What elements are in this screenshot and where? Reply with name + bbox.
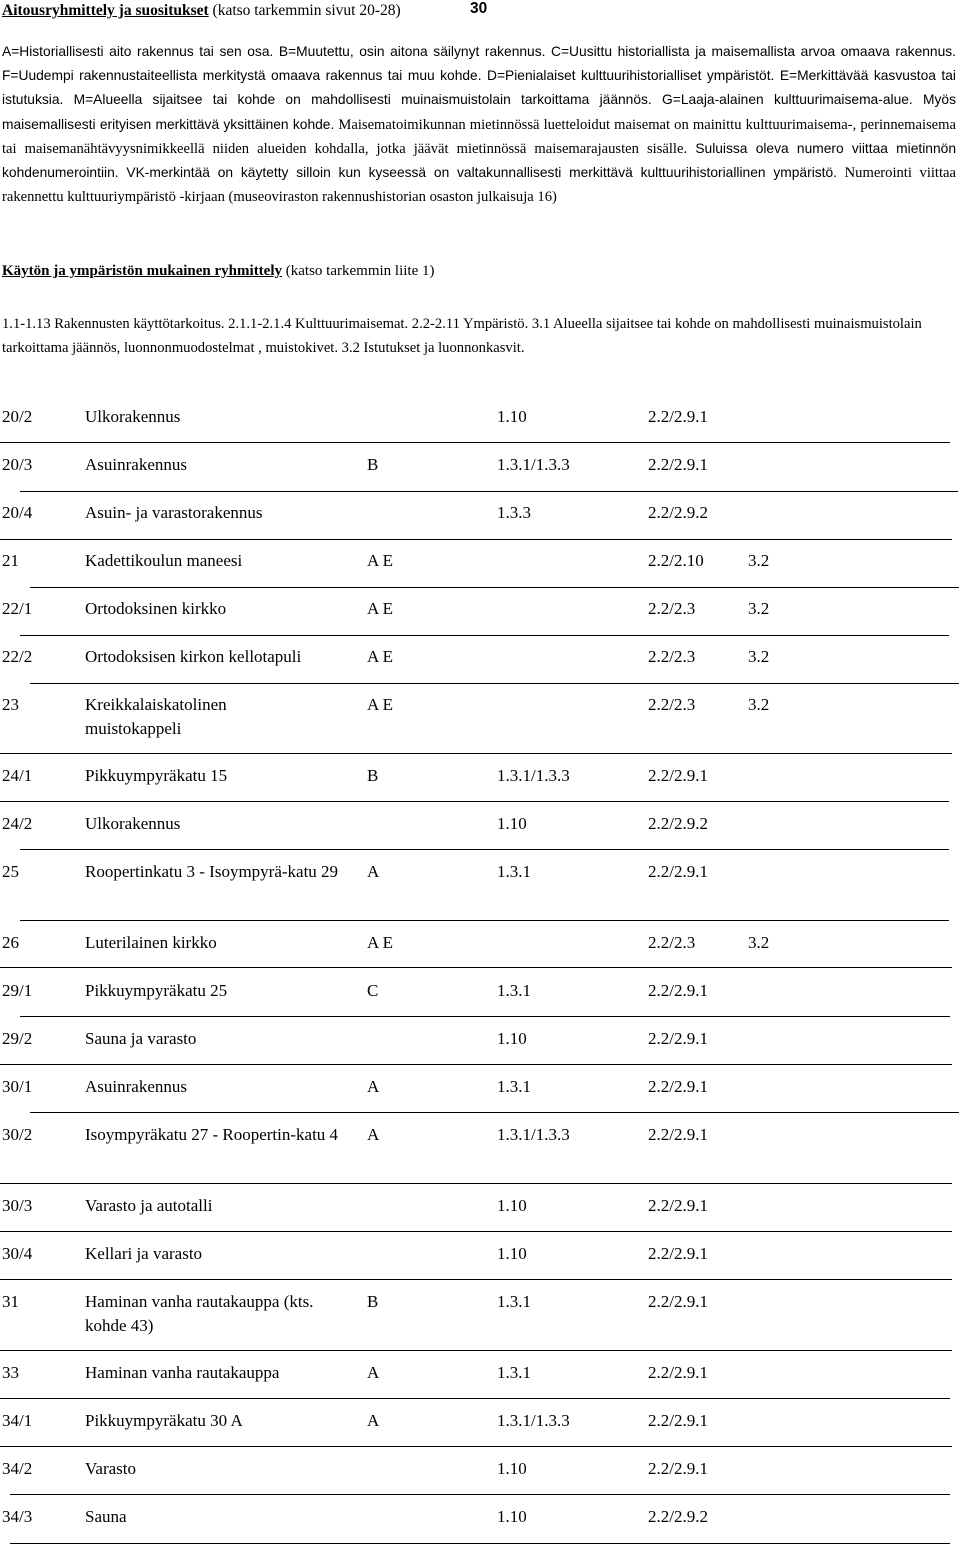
row-name: Kadettikoulun maneesi [85, 551, 243, 570]
row-environment-code: 2.2/2.9.1 [648, 1363, 708, 1382]
row-use-code: 1.10 [497, 1459, 527, 1478]
row-name: Ortodoksinen kirkko [85, 599, 227, 618]
row-id: 24/2 [2, 814, 33, 833]
row-use-code: 1.10 [497, 1029, 527, 1048]
header-title: Aitousryhmittely ja suositukset [2, 2, 209, 19]
row-environment-code: 2.2/2.3 [648, 599, 696, 618]
row-use-code: 1.3.1/1.3.3 [497, 766, 570, 785]
row-separator [10, 1494, 950, 1495]
row-use-code: 1.3.1 [497, 981, 531, 1000]
row-class: B [367, 1292, 379, 1311]
row-class: A E [367, 695, 393, 714]
row-id: 30/3 [2, 1196, 33, 1215]
row-name: Haminan vanha rautakauppa (kts. kohde 43) [85, 1292, 314, 1335]
row-class: A E [367, 647, 393, 666]
row-id: 34/1 [2, 1411, 33, 1430]
row-other-code: 3.2 [748, 551, 770, 570]
row-separator [0, 967, 952, 968]
row-use-code: 1.3.1/1.3.3 [497, 1125, 570, 1144]
row-separator [20, 849, 949, 850]
row-class: A E [367, 551, 393, 570]
row-environment-code: 2.2/2.9.1 [648, 1292, 708, 1311]
row-name: Pikkuympyräkatu 25 [85, 981, 228, 1000]
row-separator [0, 442, 950, 443]
row-environment-code: 2.2/2.9.1 [648, 1244, 708, 1263]
row-id: 22/1 [2, 599, 33, 618]
row-environment-code: 2.2/2.9.1 [648, 1411, 708, 1430]
row-id: 25 [2, 862, 19, 881]
row-separator [20, 920, 949, 921]
row-name: Sauna [85, 1507, 127, 1526]
row-name: Kreikkalaiskatolinen muistokappeli [85, 695, 227, 738]
row-use-code: 1.10 [497, 1196, 527, 1215]
row-other-code: 3.2 [748, 933, 770, 952]
row-id: 20/4 [2, 503, 33, 522]
row-environment-code: 2.2/2.9.1 [648, 455, 708, 474]
row-name: Varasto ja autotalli [85, 1196, 213, 1215]
row-class: B [367, 766, 379, 785]
row-environment-code: 2.2/2.9.1 [648, 1459, 708, 1478]
row-environment-code: 2.2/2.9.1 [648, 981, 708, 1000]
row-other-code: 3.2 [748, 599, 770, 618]
row-other-code: 3.2 [748, 695, 770, 714]
row-name: Varasto [85, 1459, 136, 1478]
row-environment-code: 2.2/2.9.2 [648, 814, 708, 833]
row-use-code: 1.3.1 [497, 1292, 531, 1311]
row-use-code: 1.3.1 [497, 1363, 531, 1382]
row-id: 34/2 [2, 1459, 33, 1478]
row-use-code: 1.3.1/1.3.3 [497, 1411, 570, 1430]
row-environment-code: 2.2/2.9.2 [648, 503, 708, 522]
row-id: 33 [2, 1363, 19, 1382]
row-separator [0, 1279, 952, 1280]
row-environment-code: 2.2/2.10 [648, 551, 704, 570]
row-environment-code: 2.2/2.9.1 [648, 407, 708, 426]
row-name: Asuin- ja varastorakennus [85, 503, 263, 522]
row-use-code: 1.10 [497, 1507, 527, 1526]
row-name: Pikkuympyräkatu 15 [85, 766, 228, 785]
row-id: 34/3 [2, 1507, 33, 1526]
row-separator [30, 1112, 959, 1113]
row-name: Roopertinkatu 3 - Isoympyrä-katu 29 [85, 862, 339, 881]
row-environment-code: 2.2/2.9.1 [648, 1029, 708, 1048]
section-note: (katso tarkemmin liite 1) [282, 263, 435, 279]
row-id: 31 [2, 1292, 19, 1311]
row-environment-code: 2.2/2.9.1 [648, 862, 708, 881]
row-environment-code: 2.2/2.3 [648, 933, 696, 952]
row-id: 23 [2, 695, 19, 714]
row-class: A [367, 1363, 380, 1382]
row-separator [20, 635, 949, 636]
row-environment-code: 2.2/2.9.2 [648, 1507, 708, 1526]
row-name: Pikkuympyräkatu 30 A [85, 1411, 243, 1430]
row-id: 22/2 [2, 647, 33, 666]
codes-paragraph: 1.1-1.13 Rakennusten käyttötarkoitus. 2.1.1-2.1.4 Kulttuurimaisemat. 2.2-2.11 Ympäristö. 3.1 Alueella sijaitsee tai kohde on mahdollisesti muinaismuistolain tarkoittama jäännös, luonnonmuodostelmat , muistokivet. 3.2 Istutukset ja luonnonkasvit. [2, 316, 922, 357]
row-class: B [367, 455, 379, 474]
row-class: A [367, 862, 380, 881]
row-separator [30, 587, 959, 588]
row-name: Isoympyräkatu 27 - Roopertin-katu 4 [85, 1125, 339, 1144]
row-id: 29/1 [2, 981, 33, 1000]
row-name: Kellari ja varasto [85, 1244, 203, 1263]
row-id: 30/2 [2, 1125, 33, 1144]
legend-part-1: A=Historiallisesti aito rakennus tai sen osa. B=Muutettu, osin aitona säilynyt rakennus. C=Uusittu historiallista ja maisemallista arvoa omaava rakennus. F=Uudempi rakennustaiteellista merkitystä omaava rakennus tai muu kohde. D=Pienialaiset kulttuurihistorialliset ympäristöt. E=Merkittävää kasvustoa tai istutuksia. M=Alueella sijaitsee tai kohde on mahdollisesti muinaismuistolain tarkoittama jäännös. G=Laaja-alainen kulttuurimaisema-alue. Myös maisemallisesti erityisen merkittävä yksittäinen kohde. [2, 44, 956, 132]
row-name: Asuinrakennus [85, 455, 187, 474]
row-use-code: 1.3.3 [497, 503, 531, 522]
row-name: Sauna ja varasto [85, 1029, 197, 1048]
row-other-code: 3.2 [748, 647, 770, 666]
row-separator [0, 753, 952, 754]
row-separator [0, 1183, 952, 1184]
row-separator [10, 1543, 950, 1544]
legend-part-4: Numerointi viittaa rakennettu kulttuuriympäristö -kirjaan (museoviraston rakennushistorian osaston julkaisuja 16) [2, 165, 956, 206]
row-id: 20/2 [2, 407, 33, 426]
row-use-code: 1.10 [497, 1244, 527, 1263]
row-environment-code: 2.2/2.9.1 [648, 1125, 708, 1144]
row-id: 26 [2, 933, 19, 952]
row-separator [0, 1350, 952, 1351]
row-id: 30/4 [2, 1244, 33, 1263]
row-separator [0, 1064, 952, 1065]
row-name: Ulkorakennus [85, 814, 181, 833]
row-environment-code: 2.2/2.3 [648, 647, 696, 666]
row-use-code: 1.10 [497, 407, 527, 426]
row-name: Luterilainen kirkko [85, 933, 217, 952]
row-id: 21 [2, 551, 19, 570]
row-separator [0, 801, 949, 802]
row-environment-code: 2.2/2.9.1 [648, 1196, 708, 1215]
row-separator [30, 683, 959, 684]
row-use-code: 1.3.1 [497, 1077, 531, 1096]
row-name: Haminan vanha rautakauppa [85, 1363, 280, 1382]
row-name: Ulkorakennus [85, 407, 181, 426]
row-separator [0, 1446, 952, 1447]
row-name: Asuinrakennus [85, 1077, 187, 1096]
row-separator [0, 1398, 950, 1399]
row-environment-code: 2.2/2.3 [648, 695, 696, 714]
row-use-code: 1.3.1 [497, 862, 531, 881]
section-title: Käytön ja ympäristön mukainen ryhmittely [2, 263, 283, 279]
row-separator [20, 491, 958, 492]
legend-part-2: Maisematoimikunnan mietinnössä luetteloidut maisemat on mainittu kulttuurimaisema-, perinnemaisema tai maisemanähtävyysnimikkeellä niiden alueiden kohdalla, jotka jäävät mietinnössä maisemarajausten sisälle. [2, 116, 956, 157]
row-environment-code: 2.2/2.9.1 [648, 1077, 708, 1096]
row-class: A E [367, 933, 393, 952]
row-id: 24/1 [2, 766, 33, 785]
row-class: A [367, 1411, 380, 1430]
page-number: 30 [470, 0, 488, 17]
row-use-code: 1.3.1/1.3.3 [497, 455, 570, 474]
row-class: A [367, 1077, 380, 1096]
row-class: A [367, 1125, 380, 1144]
row-class: C [367, 981, 379, 1000]
row-separator [0, 539, 952, 540]
row-use-code: 1.10 [497, 814, 527, 833]
row-class: A E [367, 599, 393, 618]
header-note: (katso tarkemmin sivut 20-28) [208, 2, 401, 19]
legend-part-3: Suluissa oleva numero viittaa mietinnön kohdenumerointiin. VK-merkintää on käytetty silloin kun kyseessä on valtakunnallisesti merkittävä kulttuurihistoriallinen ympäristö. [2, 140, 956, 181]
row-environment-code: 2.2/2.9.1 [648, 766, 708, 785]
row-separator [0, 1231, 952, 1232]
row-id: 29/2 [2, 1029, 33, 1048]
row-separator [20, 1016, 950, 1017]
row-name: Ortodoksisen kirkon kellotapuli [85, 647, 302, 666]
row-id: 30/1 [2, 1077, 33, 1096]
row-id: 20/3 [2, 455, 33, 474]
